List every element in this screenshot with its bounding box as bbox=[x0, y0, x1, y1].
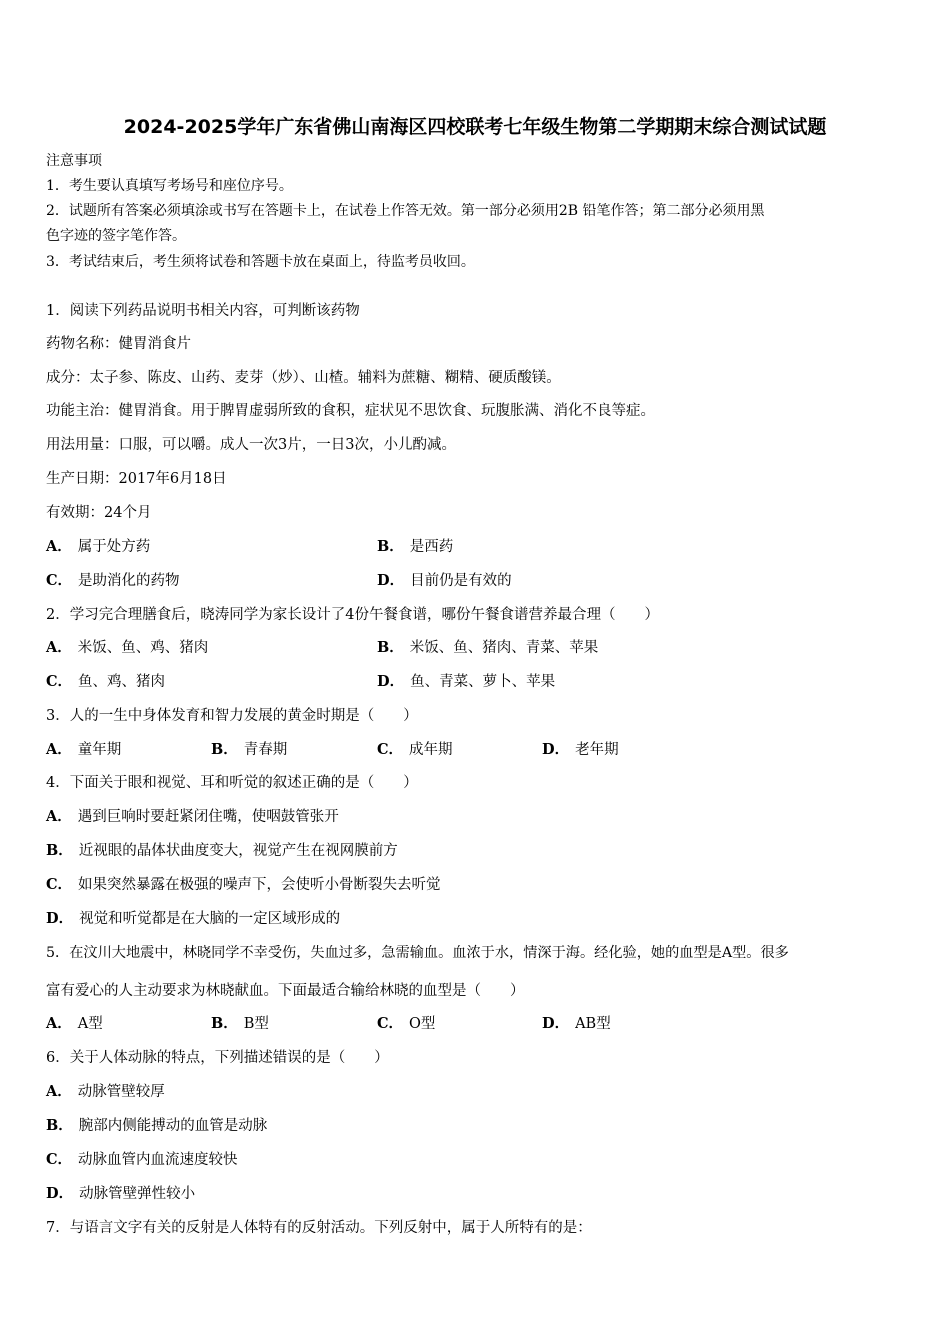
option-a: A． 遇到巨响时要赶紧闭住嘴，使咽鼓管张开 bbox=[46, 808, 339, 825]
notice-item: 色字迹的签字笔作答。 bbox=[46, 228, 186, 244]
question-stem: 3．人的一生中身体发育和智力发展的黄金时期是（ ） bbox=[46, 708, 418, 724]
option-c: C． 如果突然暴露在极强的噪声下，会使听小骨断裂失去听觉 bbox=[46, 876, 441, 893]
option-d: D． AB型 bbox=[542, 1015, 611, 1032]
question-stem: 2．学习完合理膳食后，晓涛同学为家长设计了4份午餐食谱，哪份午餐食谱营养最合理（ ） bbox=[46, 607, 659, 623]
option-b: B． 腕部内侧能搏动的血管是动脉 bbox=[46, 1117, 268, 1134]
notice-item: 1．考生要认真填写考场号和座位序号。 bbox=[46, 178, 293, 194]
option-c: C． 鱼、鸡、猪肉 bbox=[46, 673, 166, 690]
exam-title: 2024-2025学年广东省佛山南海区四校联考七年级生物第二学期期末综合测试试题 bbox=[123, 116, 827, 138]
medicine-name: 药物名称：健胃消食片 bbox=[46, 336, 191, 352]
medicine-validity: 有效期：24个月 bbox=[46, 505, 152, 521]
medicine-dosage: 用法用量：口服，可以嚼。成人一次3片，一日3次，小儿酌减。 bbox=[46, 437, 456, 453]
option-c: C． 成年期 bbox=[377, 741, 453, 758]
question-stem-continued: 富有爱心的人主动要求为林晓献血。下面最适合输给林晓的血型是（ ） bbox=[46, 983, 525, 999]
option-d: D． 视觉和听觉都是在大脑的一定区域形成的 bbox=[46, 910, 341, 927]
question-stem: 6．关于人体动脉的特点，下列描述错误的是（ ） bbox=[46, 1050, 389, 1066]
option-c: C． O型 bbox=[377, 1015, 436, 1032]
notice-item: 2．试题所有答案必须填涂或书写在答题卡上，在试卷上作答无效。第一部分必须用2B 铅笔作答；第二部分必须用黑 bbox=[46, 203, 765, 219]
option-b: B． 是西药 bbox=[377, 538, 454, 555]
option-d: D． 动脉管壁弹性较小 bbox=[46, 1185, 196, 1202]
option-a: A． A型 bbox=[46, 1015, 103, 1032]
notice-item: 3．考试结束后，考生须将试卷和答题卡放在桌面上，待监考员收回。 bbox=[46, 254, 475, 270]
medicine-ingredients: 成分：太子参、陈皮、山药、麦芽（炒）、山楂。辅料为蔗糖、糊精、硬质酸镁。 bbox=[46, 370, 561, 386]
option-c: C． 动脉血管内血流速度较快 bbox=[46, 1151, 238, 1168]
question-stem: 7．与语言文字有关的反射是人体特有的反射活动。下列反射中，属于人所特有的是： bbox=[46, 1220, 592, 1236]
option-a: A． 属于处方药 bbox=[46, 538, 151, 555]
question-stem: 4．下面关于眼和视觉、耳和听觉的叙述正确的是（ ） bbox=[46, 775, 418, 791]
question-stem: 1．阅读下列药品说明书相关内容，可判断该药物 bbox=[46, 303, 360, 319]
option-a: A． 动脉管壁较厚 bbox=[46, 1083, 165, 1100]
option-b: B． B型 bbox=[211, 1015, 269, 1032]
option-d: D． 目前仍是有效的 bbox=[377, 572, 512, 589]
option-b: B． 近视眼的晶体状曲度变大，视觉产生在视网膜前方 bbox=[46, 842, 398, 859]
option-b: B． 青春期 bbox=[211, 741, 288, 758]
medicine-production-date: 生产日期：2017年6月18日 bbox=[46, 471, 227, 487]
question-stem: 5．在汶川大地震中，林晓同学不幸受伤，失血过多，急需输血。血浓于水，情深于海。经化验，她的血型是A型。很多 bbox=[46, 945, 789, 961]
option-d: D． 老年期 bbox=[542, 741, 619, 758]
option-a: A． 童年期 bbox=[46, 741, 122, 758]
option-c: C． 是助消化的药物 bbox=[46, 572, 180, 589]
option-d: D． 鱼、青菜、萝卜、苹果 bbox=[377, 673, 556, 690]
option-b: B． 米饭、鱼、猪肉、青菜、苹果 bbox=[377, 639, 599, 656]
notice-heading: 注意事项 bbox=[46, 153, 102, 169]
medicine-function: 功能主治：健胃消食。用于脾胃虚弱所致的食积，症状见不思饮食、玩腹胀满、消化不良等症。 bbox=[46, 403, 655, 419]
option-a: A． 米饭、鱼、鸡、猪肉 bbox=[46, 639, 209, 656]
